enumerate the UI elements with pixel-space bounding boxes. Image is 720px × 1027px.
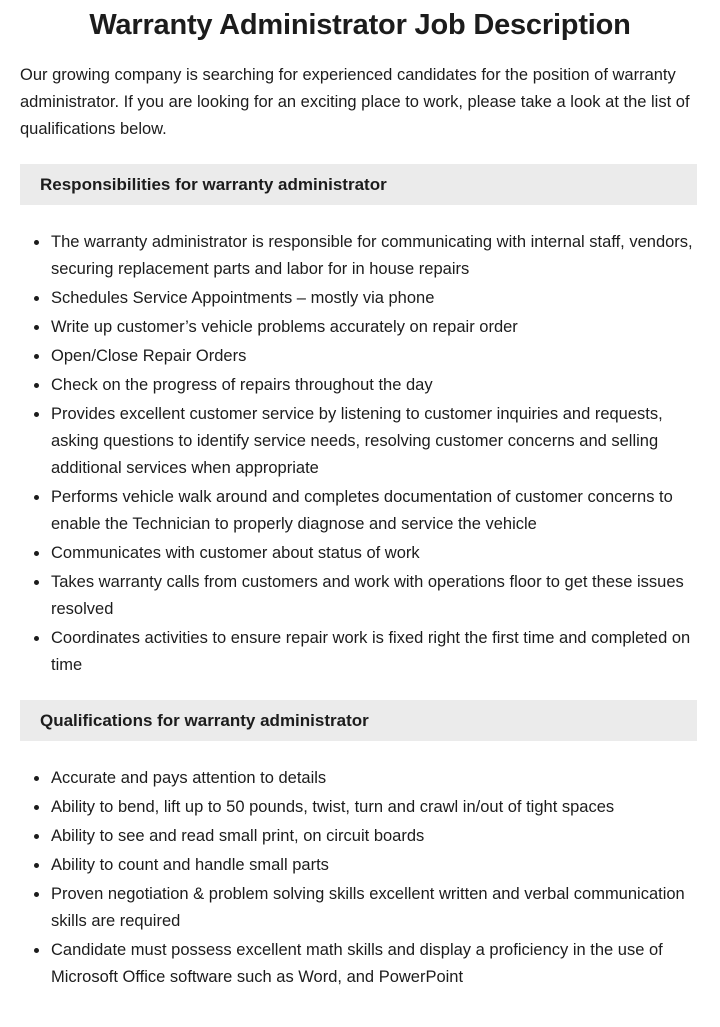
list-item: Open/Close Repair Orders [51, 343, 696, 370]
list-item: Ability to see and read small print, on circuit boards [51, 823, 696, 850]
list-item: Write up customer’s vehicle problems accurately on repair order [51, 314, 696, 341]
section-heading-responsibilities: Responsibilities for warranty administrator [20, 164, 697, 205]
responsibilities-list [20, 229, 696, 679]
list-item: Proven negotiation & problem solving skills excellent written and verbal communication skills are required [51, 881, 696, 935]
list-item: Provides excellent customer service by listening to customer inquiries and requests, asking questions to identify service needs, resolving customer concerns and selling additional services when appropriate [51, 401, 696, 482]
list-item: Ability to count and handle small parts [51, 852, 696, 879]
list-item: Accurate and pays attention to details [51, 765, 696, 792]
bottom-whitespace [0, 993, 720, 1023]
page-title: Warranty Administrator Job Description [89, 9, 631, 41]
list-item: The warranty administrator is responsible for communicating with internal staff, vendors, securing replacement parts and labor for in house repairs [51, 229, 696, 283]
list-item: Schedules Service Appointments – mostly via phone [51, 285, 696, 312]
qualifications-list [20, 765, 696, 991]
list-item: Performs vehicle walk around and completes documentation of customer concerns to enable the Technician to properly diagnose and service the vehicle [51, 484, 696, 538]
list-item: Candidate must possess excellent math skills and display a proficiency in the use of Microsoft Office software such as Word, and PowerPoint [51, 937, 696, 991]
list-item: Communicates with customer about status of work [51, 540, 696, 567]
list-item: Check on the progress of repairs throughout the day [51, 372, 696, 399]
list-item: Takes warranty calls from customers and work with operations floor to get these issues resolved [51, 569, 696, 623]
list-item: Ability to bend, lift up to 50 pounds, twist, turn and crawl in/out of tight spaces [51, 794, 696, 821]
intro-paragraph: Our growing company is searching for experienced candidates for the position of warranty administrator. If you are looking for an exciting place to work, please take a look at the list of qualifications below. [20, 66, 690, 138]
list-item: Coordinates activities to ensure repair work is fixed right the first time and completed on time [51, 625, 696, 679]
section-heading-qualifications: Qualifications for warranty administrator [20, 700, 697, 741]
